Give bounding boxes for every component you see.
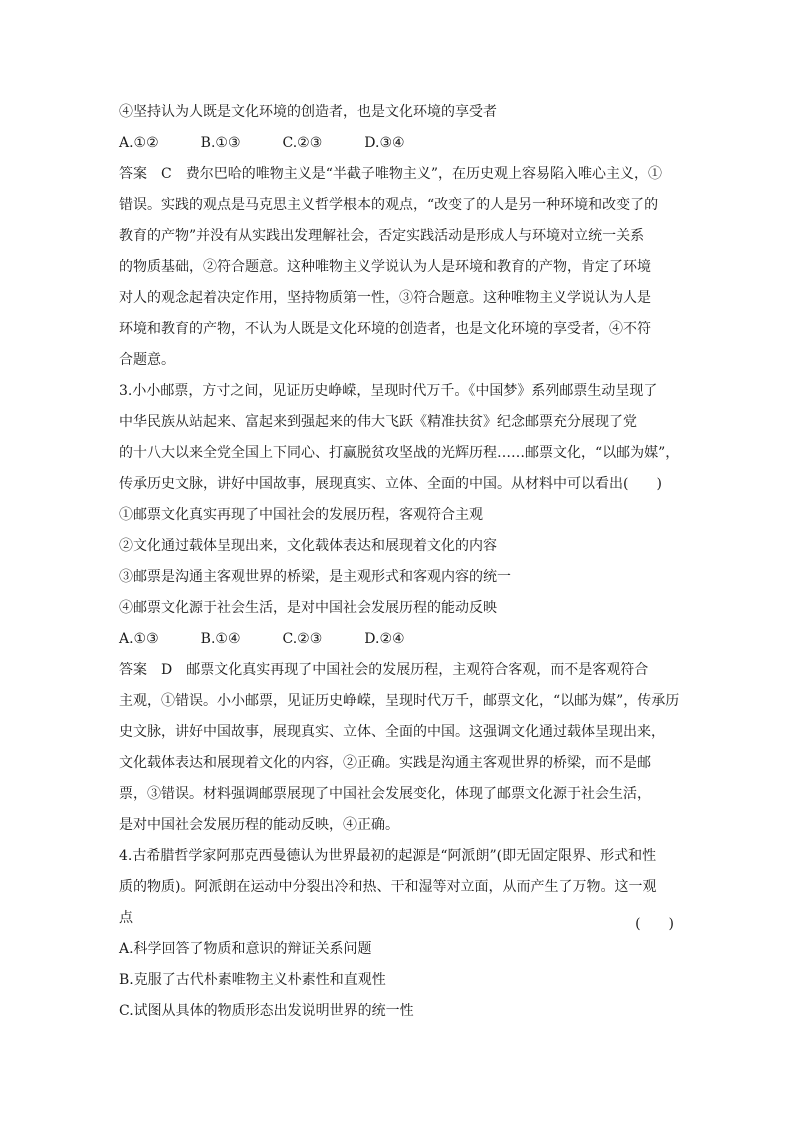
text-line: ④坚持认为人既是文化环境的创造者，也是文化环境的享受者 (119, 104, 497, 120)
text-line: ①邮票文化真实再现了中国社会的发展历程，客观符合主观 (119, 507, 483, 523)
text-line: 史文脉，讲好中国故事，展现真实、立体、全面的中国。这强调文化通过载体呈现出来， (119, 724, 665, 740)
text-line: 传承历史文脉，讲好中国故事，展现真实、立体、全面的中国。从材料中可以看出( ) (119, 476, 662, 492)
text-line: 文化载体表达和展现着文化的内容，②正确。实践是沟通主客观世界的桥梁，而不是邮 (119, 755, 651, 771)
text-line: 合题意。 (119, 352, 175, 368)
text-line: 主观，①错误。小小邮票，见证历史峥嵘，呈现时代万千，邮票文化，“以邮为媒”，传承历 (119, 693, 680, 709)
text-line: 4.古希腊哲学家阿那克西曼德认为世界最初的起源是“阿派朗”(即无固定限界、形式和性 (119, 848, 657, 864)
text-line: 的十八大以来全党全国上下同心、打赢脱贫攻坚战的光辉历程……邮票文化，“以邮为媒”， (119, 445, 680, 461)
text-line: 的物质基础，②符合题意。这种唯物主义学说认为人是环境和教育的产物，肯定了环境 (119, 259, 651, 275)
text-line: 点 (119, 910, 133, 926)
text-line: 质的物质)。阿派朗在运动中分裂出冷和热、干和湿等对立面，从而产生了万物。这一观 (119, 879, 657, 895)
text-line: ②文化通过载体呈现出来，文化载体表达和展现着文化的内容 (119, 538, 497, 554)
text-line: ④邮票文化源于社会生活，是对中国社会发展历程的能动反映 (119, 600, 497, 616)
text-line: A.①② B.①③ C.②③ D.③④ (119, 135, 405, 151)
text-line: 答案 C 费尔巴哈的唯物主义是“半截子唯物主义”，在历史观上容易陷入唯心主义，① (119, 166, 663, 182)
text-line: 3.小小邮票，方寸之间，见证历史峥嵘，呈现时代万千。《中国梦》系列邮票生动呈现了 (119, 383, 658, 399)
text-line: A.①③ B.①④ C.②③ D.②④ (119, 631, 405, 647)
text-line: 票，③错误。材料强调邮票展现了中国社会发展变化，体现了邮票文化源于社会生活， (119, 786, 651, 802)
text-line: 是对中国社会发展历程的能动反映，④正确。 (119, 817, 399, 833)
text-line: 答案 D 邮票文化真实再现了中国社会的发展历程，主观符合客观，而不是客观符合 (119, 662, 649, 678)
text-line: A.科学回答了物质和意识的辩证关系问题 (119, 941, 372, 957)
text-line: 中华民族从站起来、富起来到强起来的伟大飞跃《精准扶贫》纪念邮票充分展现了党 (119, 414, 637, 430)
text-line: 环境和教育的产物，不认为人既是文化环境的创造者，也是文化环境的享受者，④不符 (119, 321, 651, 337)
text-line: C.试图从具体的物质形态出发说明世界的统一性 (119, 1003, 414, 1019)
text-line: 错误。实践的观点是马克思主义哲学根本的观点，“改变了的人是另一种环境和改变了的 (119, 197, 659, 213)
text-line: 教育的产物”并没有从实践出发理解社会，否定实践活动是形成人与环境对立统一关系 (119, 228, 645, 244)
text-line: B.克服了古代朴素唯物主义朴素性和直观性 (119, 972, 386, 988)
q4-answer-blank: ( ) (635, 916, 674, 932)
text-line: ③邮票是沟通主客观世界的桥梁，是主观形式和客观内容的统一 (119, 569, 511, 585)
text-line: 对人的观念起着决定作用，坚持物质第一性，③符合题意。这种唯物主义学说认为人是 (119, 290, 651, 306)
